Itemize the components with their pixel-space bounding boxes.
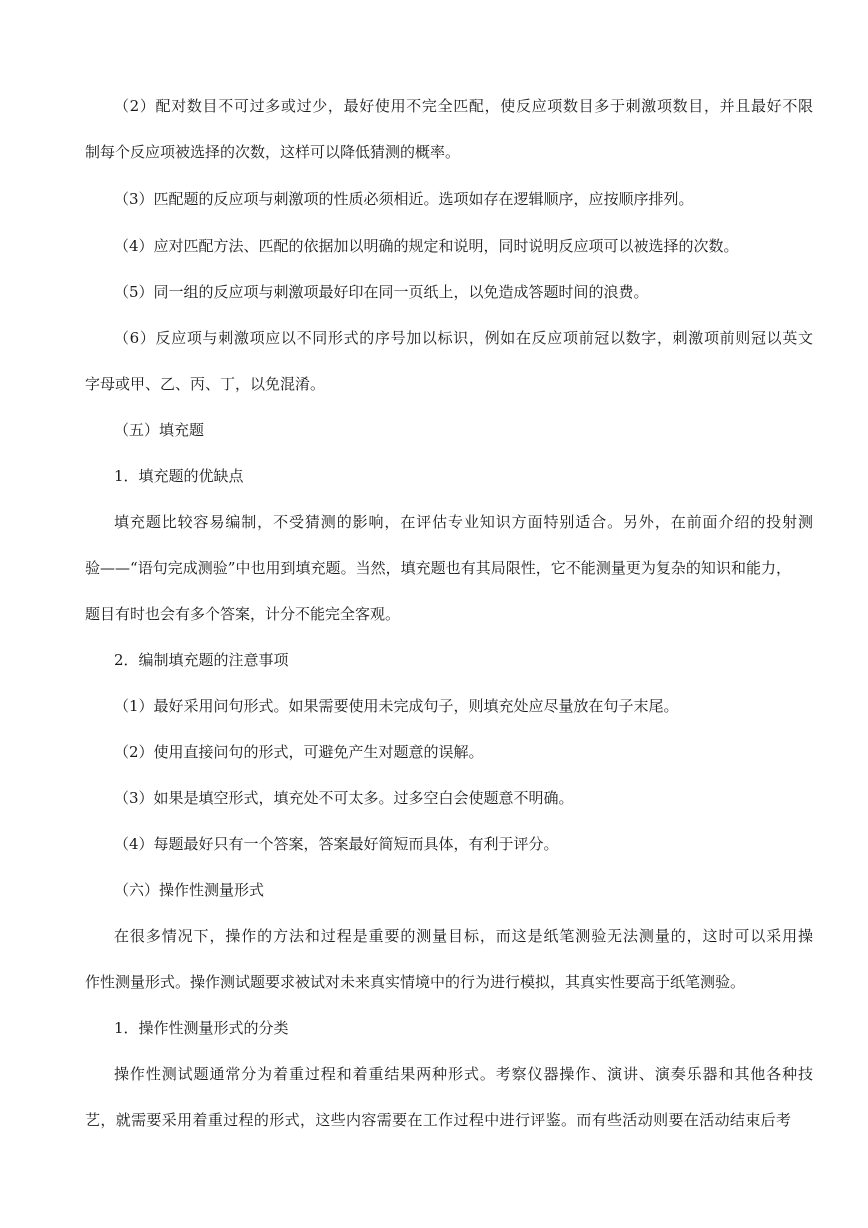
paragraph-line: 验——“语句完成测验”中也用到填充题。当然，填充题也有其局限性，它不能测量更为复杂的知识和能力，	[85, 559, 791, 577]
section-heading: （五）填充题	[114, 421, 205, 439]
paragraph-line: （3）匹配题的反应项与刺激项的性质必须相近。选项如存在逻辑顺序，应按顺序排列。	[114, 190, 694, 208]
paragraph-line: （3）如果是填空形式，填充处不可太多。过多空白会使题意不明确。	[114, 789, 574, 807]
paragraph-line: （2）配对数目不可过多或过少，最好使用不完全匹配，使反应项数目多于刺激项数目，并且最好不限	[114, 97, 813, 115]
paragraph-line: （2）使用直接问句的形式，可避免产生对题意的误解。	[114, 743, 484, 761]
paragraph-line: 作性测量形式。操作测试题要求被试对未来真实情境中的行为进行模拟，其真实性要高于纸笔测验。	[85, 973, 746, 991]
subsection-heading: 2．编制填充题的注意事项	[114, 651, 289, 669]
paragraph-line: （4）应对匹配方法、匹配的依据加以明确的规定和说明，同时说明反应项可以被选择的次数。	[114, 237, 739, 255]
paragraph-line: （4）每题最好只有一个答案，答案最好简短而具体，有利于评分。	[114, 835, 559, 853]
paragraph-line: 字母或甲、乙、丙、丁，以免混淆。	[85, 375, 326, 393]
paragraph-line: 在很多情况下，操作的方法和过程是重要的测量目标，而这是纸笔测验无法测量的，这时可以采用操	[114, 927, 813, 945]
paragraph-line: （5）同一组的反应项与刺激项最好印在同一页纸上，以免造成答题时间的浪费。	[114, 283, 649, 301]
paragraph-line: 艺，就需要采用着重过程的形式，这些内容需要在工作过程中进行评鉴。而有些活动则要在活动结束后考	[85, 1111, 791, 1129]
paragraph-line: 题目有时也会有多个答案，计分不能完全客观。	[85, 605, 401, 623]
paragraph-line: （6）反应项与刺激项应以不同形式的序号加以标识，例如在反应项前冠以数字，刺激项前则冠以英文	[114, 329, 813, 347]
paragraph-line: （1）最好采用问句形式。如果需要使用未完成句子，则填充处应尽量放在句子末尾。	[114, 697, 679, 715]
paragraph-line: 填充题比较容易编制，不受猜测的影响，在评估专业知识方面特别适合。另外，在前面介绍的投射测	[114, 513, 813, 531]
section-heading: （六）操作性测量形式	[114, 881, 265, 899]
subsection-heading: 1．操作性测量形式的分类	[114, 1019, 289, 1037]
paragraph-line: 操作性测试题通常分为着重过程和着重结果两种形式。考察仪器操作、演讲、演奏乐器和其他各种技	[114, 1065, 813, 1083]
subsection-heading: 1．填充题的优缺点	[114, 467, 244, 485]
paragraph-line: 制每个反应项被选择的次数，这样可以降低猜测的概率。	[85, 143, 461, 161]
